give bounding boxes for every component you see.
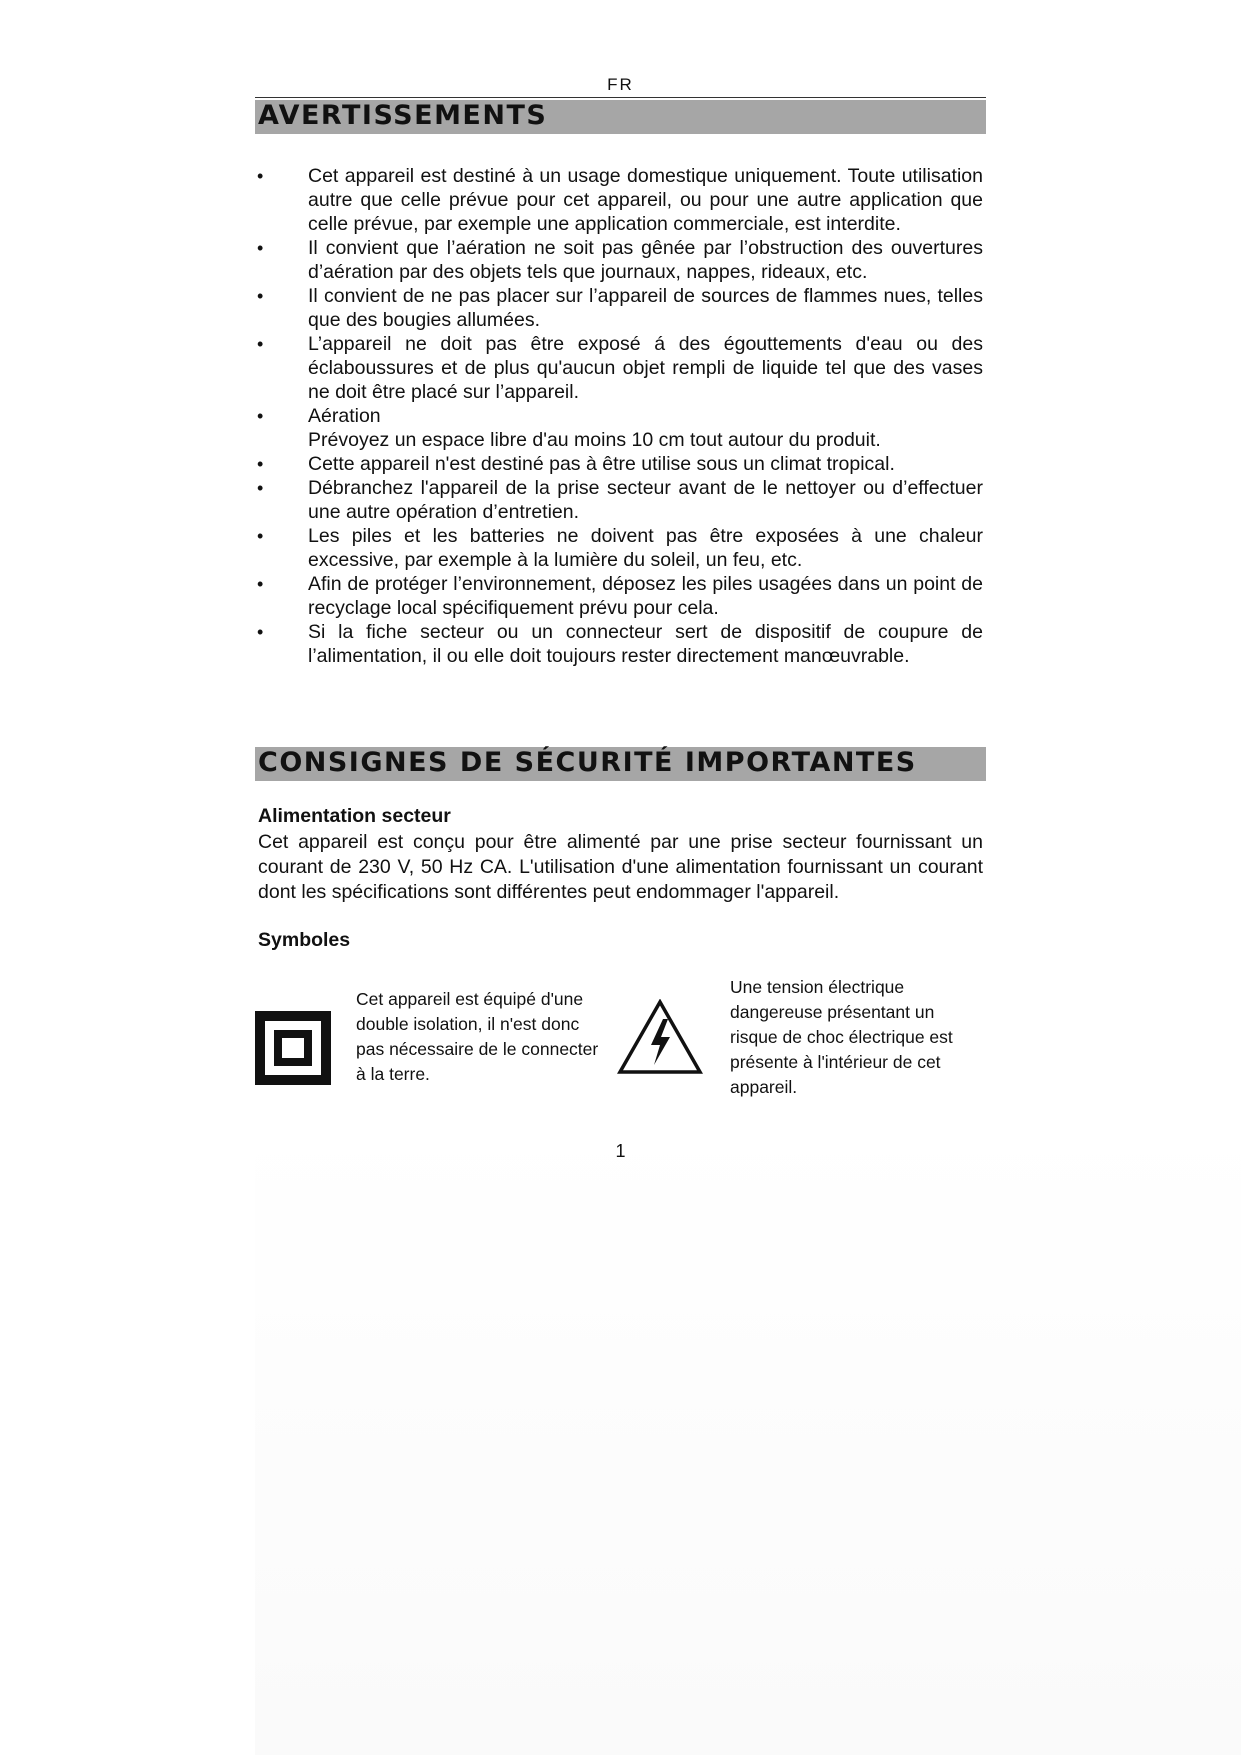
bullet-icon: • — [257, 454, 264, 474]
language-label: FR — [607, 75, 634, 94]
list-item — [255, 476, 983, 524]
list-item — [255, 236, 983, 284]
double-insulation-icon — [255, 1011, 331, 1085]
section-title-warnings: AVERTISSEMENTS — [255, 100, 986, 134]
page-background — [255, 1120, 1241, 1755]
symbols-heading: Symboles — [258, 929, 351, 951]
header-rule — [255, 97, 986, 98]
warning-text: Afin de protéger l’environnement, déposez les piles usagées dans un point de recyclage local spécifiquement prévu pour cela. — [308, 573, 983, 619]
bullet-icon: • — [257, 622, 264, 642]
list-item — [255, 332, 983, 404]
bullet-icon: • — [257, 238, 264, 258]
bullet-icon: • — [257, 406, 264, 426]
warning-text: L’appareil ne doit pas être exposé á des égouttements d'eau ou des éclaboussures et de plus qu'aucun objet rempli de liquide tel que des vases ne doit être placé sur l’appareil. — [308, 333, 983, 403]
list-item — [255, 620, 983, 668]
warning-text: Cet appareil est destiné à un usage domestique uniquement. Toute utilisation autre que celle prévue pour cet appareil, ou pour une autre application que celle prévue, par exemple une application commerciale, est interdite. — [308, 165, 983, 235]
electric-shock-text: Une tension électrique dangereuse présentant un risque de choc électrique est présente à l'intérieur de cet appareil. — [730, 977, 953, 1097]
bullet-icon: • — [257, 478, 264, 498]
power-heading: Alimentation secteur — [258, 805, 451, 827]
section-title-safety: CONSIGNES DE SÉCURITÉ IMPORTANTES — [255, 747, 986, 781]
power-paragraph: Cet appareil est conçu pour être alimenté par une prise secteur fournissant un courant de 230 V, 50 Hz CA. L'utilisation d'une alimentation fournissant un courant dont les spécifications sont différentes peut endommager l'appareil. — [258, 831, 983, 903]
list-item — [255, 572, 983, 620]
warning-text: Il convient de ne pas placer sur l’appareil de sources de flammes nues, telles que des bougies allumées. — [308, 285, 983, 331]
warning-title: Aération — [308, 405, 381, 427]
list-item — [255, 284, 983, 332]
list-item — [255, 164, 983, 236]
warning-text: Cette appareil n'est destiné pas à être utilise sous un climat tropical. — [308, 453, 895, 475]
bullet-icon: • — [257, 334, 264, 354]
warning-text: Débranchez l'appareil de la prise secteur avant de le nettoyer ou d’effectuer une autre opération d’entretien. — [308, 477, 983, 523]
list-item — [255, 524, 983, 572]
list-item — [255, 452, 983, 476]
high-voltage-warning-icon — [617, 999, 703, 1075]
double-insulation-text: Cet appareil est équipé d'une double isolation, il n'est donc pas nécessaire de le connecter à la terre. — [356, 989, 599, 1084]
bullet-icon: • — [257, 574, 264, 594]
bullet-icon: • — [257, 166, 264, 186]
bullet-icon: • — [257, 286, 264, 306]
list-item — [255, 404, 983, 452]
warning-detail: Prévoyez un espace libre d'au moins 10 cm tout autour du produit. — [308, 429, 881, 451]
warning-text: Les piles et les batteries ne doivent pas être exposées à une chaleur excessive, par exemple à la lumière du soleil, un feu, etc. — [308, 525, 983, 571]
page-number: 1 — [615, 1141, 626, 1161]
warning-text: Il convient que l’aération ne soit pas gênée par l’obstruction des ouvertures d’aération par des objets tels que journaux, nappes, rideaux, etc. — [308, 237, 983, 283]
warnings-list — [255, 164, 983, 668]
bullet-icon: • — [257, 526, 264, 546]
warning-text: Si la fiche secteur ou un connecteur sert de dispositif de coupure de l’alimentation, il ou elle doit toujours rester directement manœuvrable. — [308, 621, 983, 667]
